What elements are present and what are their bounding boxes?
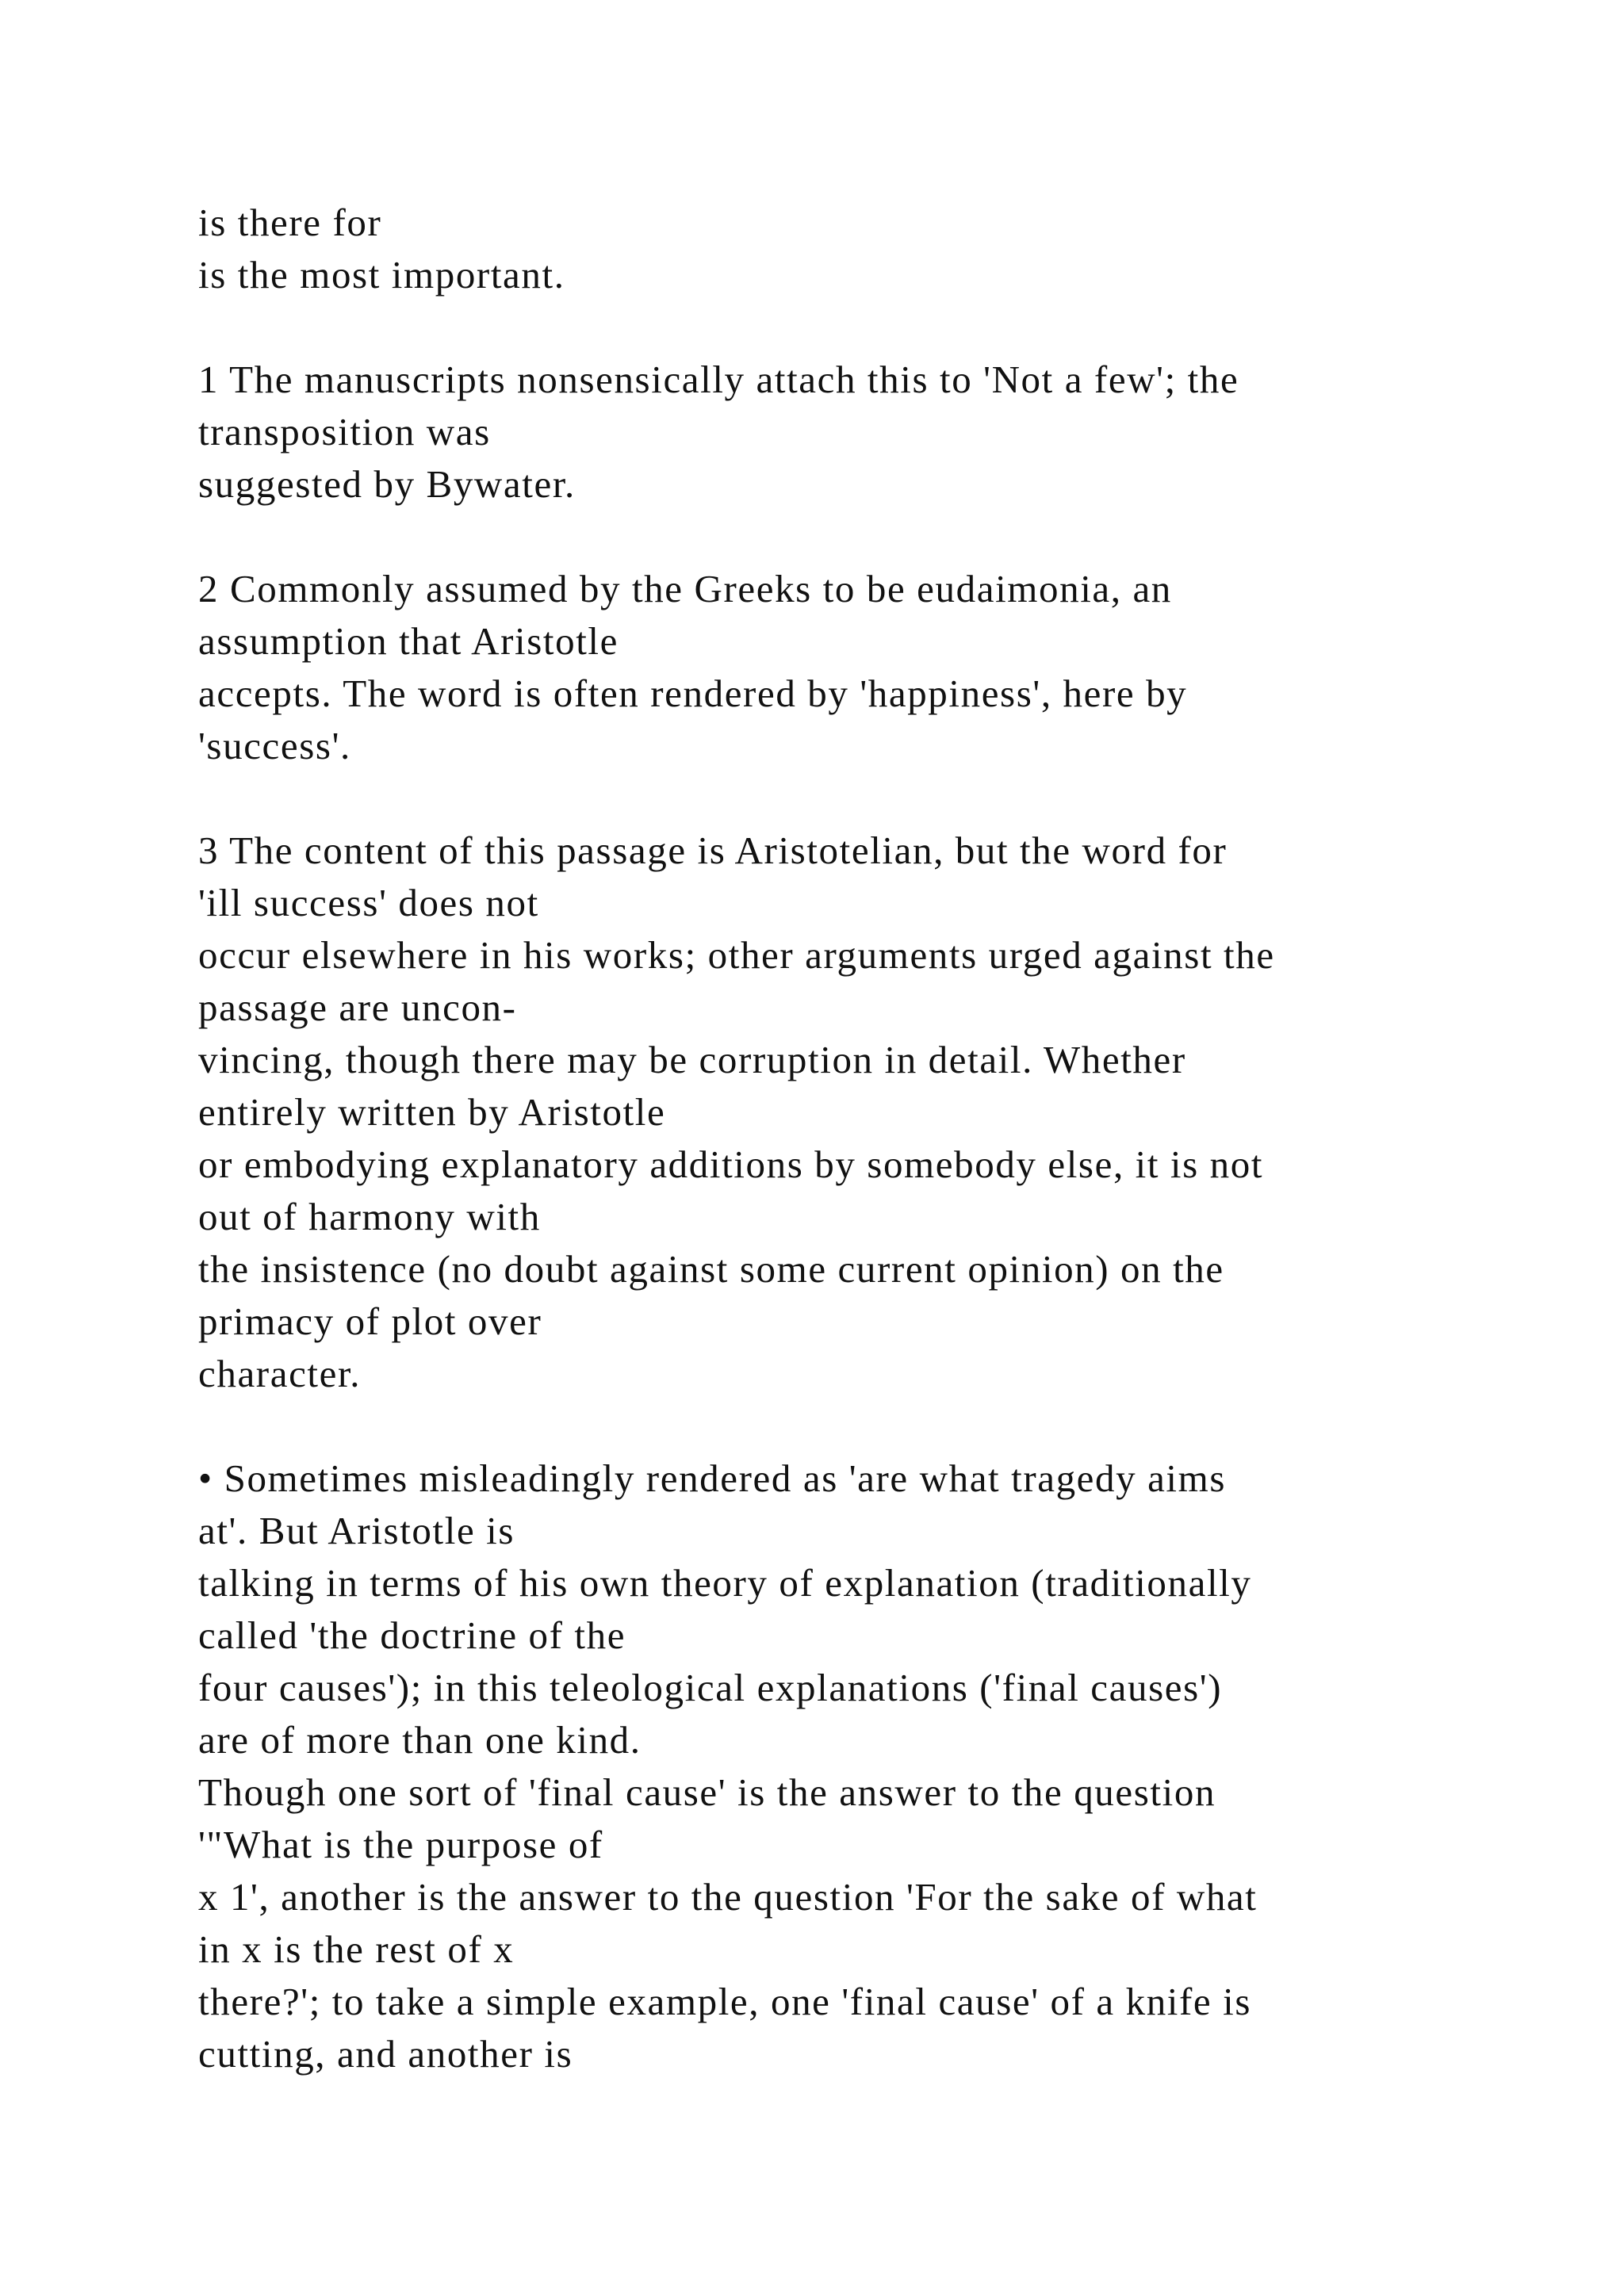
- text-line: 1 The manuscripts nonsensically attach this to 'Not a few'; the: [198, 358, 1239, 401]
- text-line: is there for: [198, 201, 382, 244]
- text-line: assumption that Aristotle: [198, 619, 619, 663]
- text-line: Though one sort of 'final cause' is the answer to the question: [198, 1770, 1216, 1814]
- paragraph-gap: [198, 772, 1562, 825]
- text-line: 3 The content of this passage is Aristotelian, but the word for: [198, 828, 1228, 872]
- text-line: out of harmony with: [198, 1195, 541, 1238]
- text-line: vincing, though there may be corruption in detail. Whether: [198, 1038, 1186, 1081]
- text-line: the insistence (no doubt against some current opinion) on the: [198, 1247, 1224, 1291]
- footnote-1: [198, 354, 1562, 511]
- text-line: entirely written by Aristotle: [198, 1090, 666, 1134]
- footnote-2: [198, 563, 1562, 772]
- text-line: accepts. The word is often rendered by 'happiness', here by: [198, 672, 1188, 715]
- text-line: 2 Commonly assumed by the Greeks to be eudaimonia, an: [198, 567, 1172, 610]
- text-line: called 'the doctrine of the: [198, 1613, 626, 1657]
- text-line: is the most important.: [198, 253, 565, 297]
- paragraph-gap: [198, 1400, 1562, 1452]
- text-line: or embodying explanatory additions by somebody else, it is not: [198, 1142, 1264, 1186]
- footnote-3: [198, 825, 1562, 1400]
- text-line: in x is the rest of x: [198, 1927, 515, 1971]
- text-line: 'ill success' does not: [198, 881, 539, 924]
- footnote-bullet: [198, 1452, 1562, 2080]
- text-line: 'success'.: [198, 724, 351, 767]
- text-line: talking in terms of his own theory of explanation (traditionally: [198, 1561, 1252, 1605]
- paragraph-gap: [198, 301, 1562, 354]
- paragraph-gap: [198, 511, 1562, 563]
- text-line: suggested by Bywater.: [198, 462, 576, 506]
- text-line: passage are uncon-: [198, 985, 517, 1029]
- text-column: [198, 197, 1562, 2080]
- text-line: transposition was: [198, 410, 491, 453]
- text-line: • Sometimes misleadingly rendered as 'are what tragedy aims: [198, 1456, 1227, 1500]
- text-line: are of more than one kind.: [198, 1718, 642, 1762]
- text-line: primacy of plot over: [198, 1299, 542, 1343]
- text-line: x 1', another is the answer to the question 'For the sake of what: [198, 1875, 1258, 1919]
- text-line: there?'; to take a simple example, one 'final cause' of a knife is: [198, 1980, 1252, 2023]
- text-line: cutting, and another is: [198, 2032, 573, 2076]
- intro-paragraph: [198, 197, 1562, 301]
- text-line: occur elsewhere in his works; other arguments urged against the: [198, 933, 1275, 977]
- text-line: character.: [198, 1352, 362, 1395]
- text-line: '"What is the purpose of: [198, 1823, 603, 1866]
- text-line: four causes'); in this teleological explanations ('final causes'): [198, 1666, 1223, 1709]
- text-line: at'. But Aristotle is: [198, 1509, 515, 1552]
